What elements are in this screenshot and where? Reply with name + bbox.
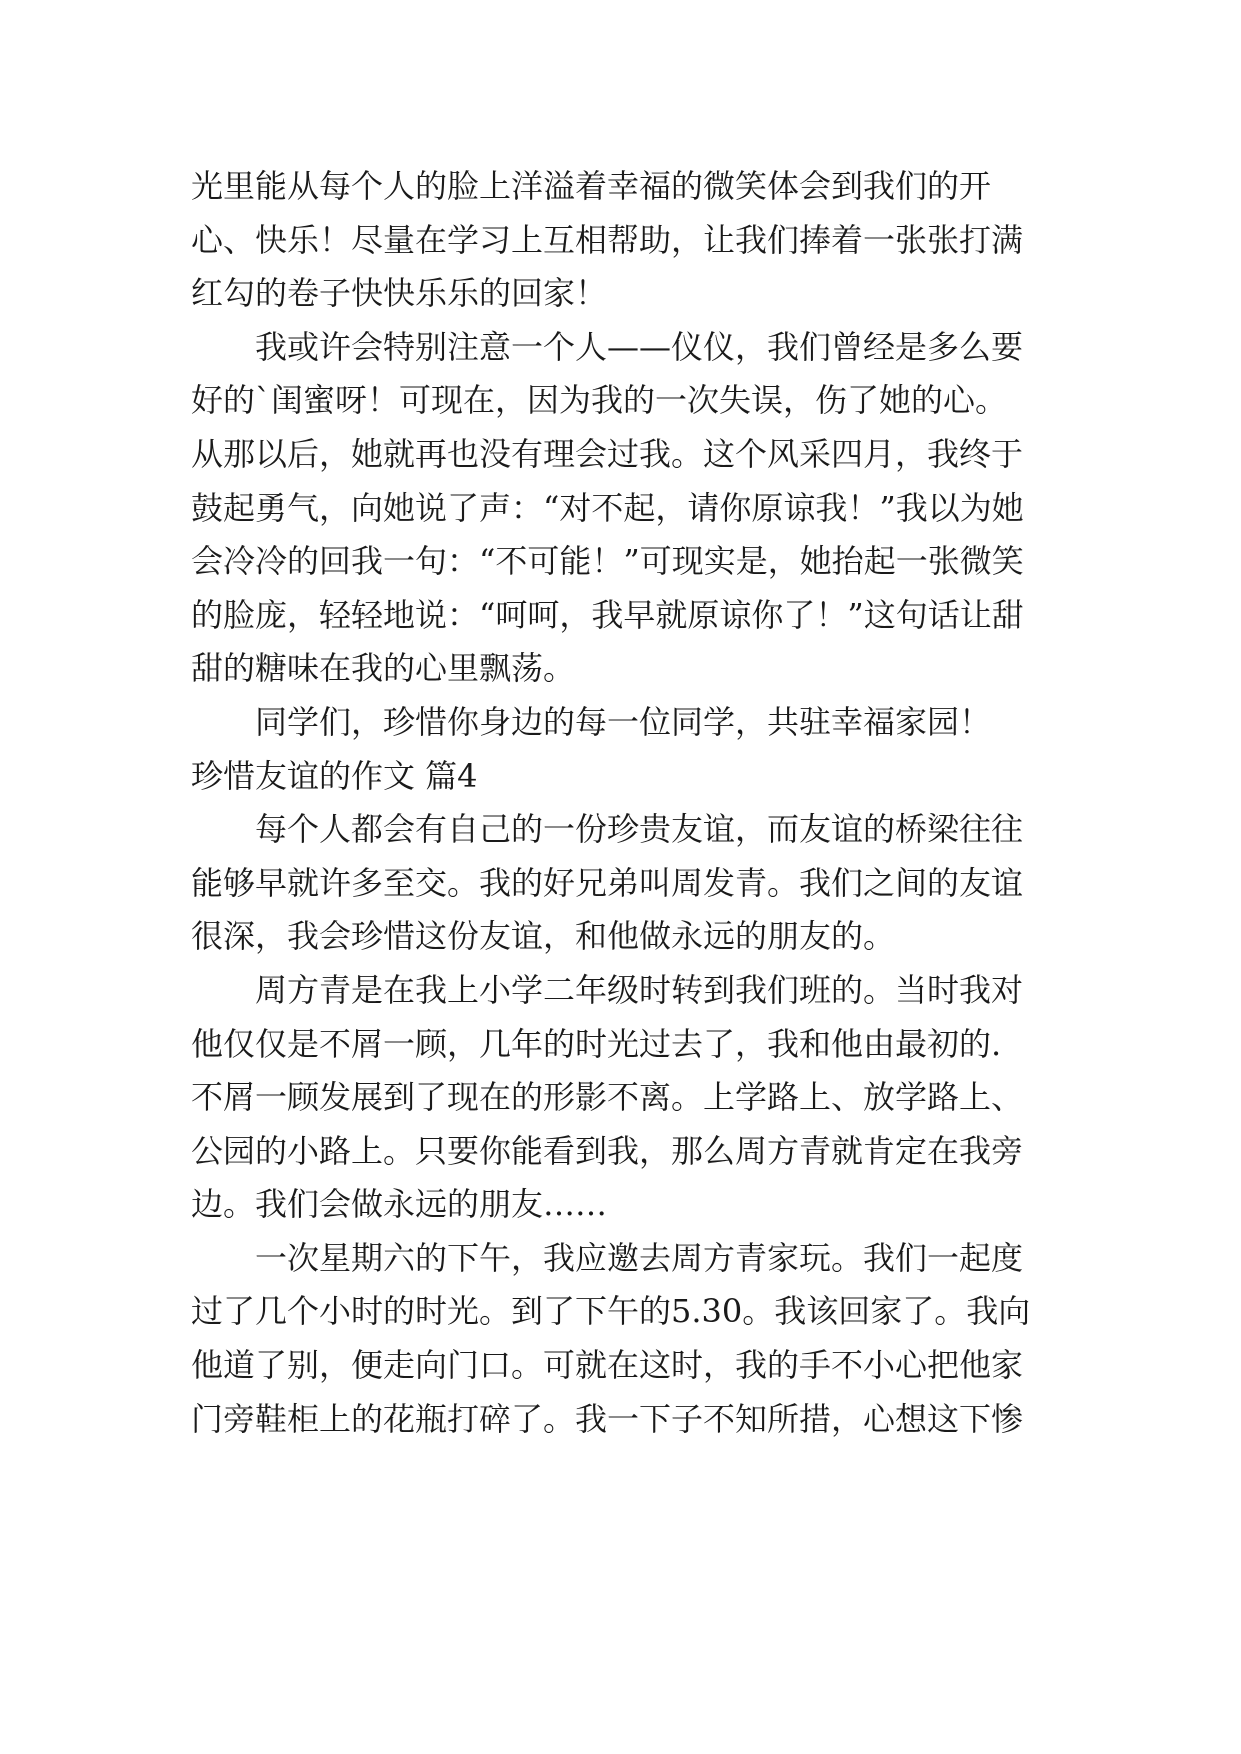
text-line: 甜的糖味在我的心里飘荡。 — [191, 649, 576, 688]
section-heading: 珍惜友谊的作文 篇4 — [191, 756, 478, 795]
text-line: 很深，我会珍惜这份友谊，和他做永远的朋友的。 — [191, 917, 896, 956]
text-line: 鼓起勇气，向她说了声：“对不起，请你原谅我！”我以为她 — [191, 488, 1024, 527]
text-line: 光里能从每个人的脸上洋溢着幸福的微笑体会到我们的开 — [191, 167, 992, 205]
paragraph-start-line: 同学们，珍惜你身边的每一位同学，共驻幸福家园！ — [255, 702, 992, 741]
text-line: 会冷冷的回我一句：“不可能！”可现实是，她抬起一张微笑 — [191, 542, 1024, 581]
text-line: 公园的小路上。只要你能看到我，那么周方青就肯定在我旁 — [191, 1131, 1024, 1170]
paragraph-start-line: 我或许会特别注意一个人——仪仪，我们曾经是多么要 — [255, 327, 1024, 366]
text-line: 边。我们会做永远的朋友…… — [191, 1185, 608, 1224]
text-line: 好的`闺蜜呀！可现在，因为我的一次失误，伤了她的心。 — [191, 381, 1008, 420]
text-line: 门旁鞋柜上的花瓶打碎了。我一下子不知所措，心想这下惨 — [191, 1399, 1024, 1438]
essay-body — [191, 160, 1051, 1446]
text-line: 他仅仅是不屑一顾，几年的时光过去了，我和他由最初的. — [191, 1024, 1002, 1063]
paragraph-start-line: 周方青是在我上小学二年级时转到我们班的。当时我对 — [255, 970, 1024, 1009]
text-line: 的脸庞，轻轻地说：“呵呵，我早就原谅你了！”这句话让甜 — [191, 595, 1024, 634]
text-line: 不屑一顾发展到了现在的形影不离。上学路上、放学路上、 — [191, 1078, 1024, 1117]
text-line: 他道了别，便走向门口。可就在这时，我的手不小心把他家 — [191, 1346, 1024, 1385]
text-line: 心、快乐！尽量在学习上互相帮助，让我们捧着一张张打满 — [191, 220, 1024, 259]
text-line: 能够早就许多至交。我的好兄弟叫周发青。我们之间的友谊 — [191, 863, 1024, 902]
paragraph-start-line: 一次星期六的下午，我应邀去周方青家玩。我们一起度 — [255, 1238, 1024, 1277]
text-line: 从那以后，她就再也没有理会过我。这个风采四月，我终于 — [191, 434, 1024, 473]
text-line: 红勾的卷子快快乐乐的回家！ — [191, 274, 608, 313]
paragraph-start-line: 每个人都会有自己的一份珍贵友谊，而友谊的桥梁往往 — [255, 810, 1024, 849]
text-line: 过了几个小时的时光。到了下午的5.30。我该回家了。我向 — [191, 1292, 1031, 1331]
